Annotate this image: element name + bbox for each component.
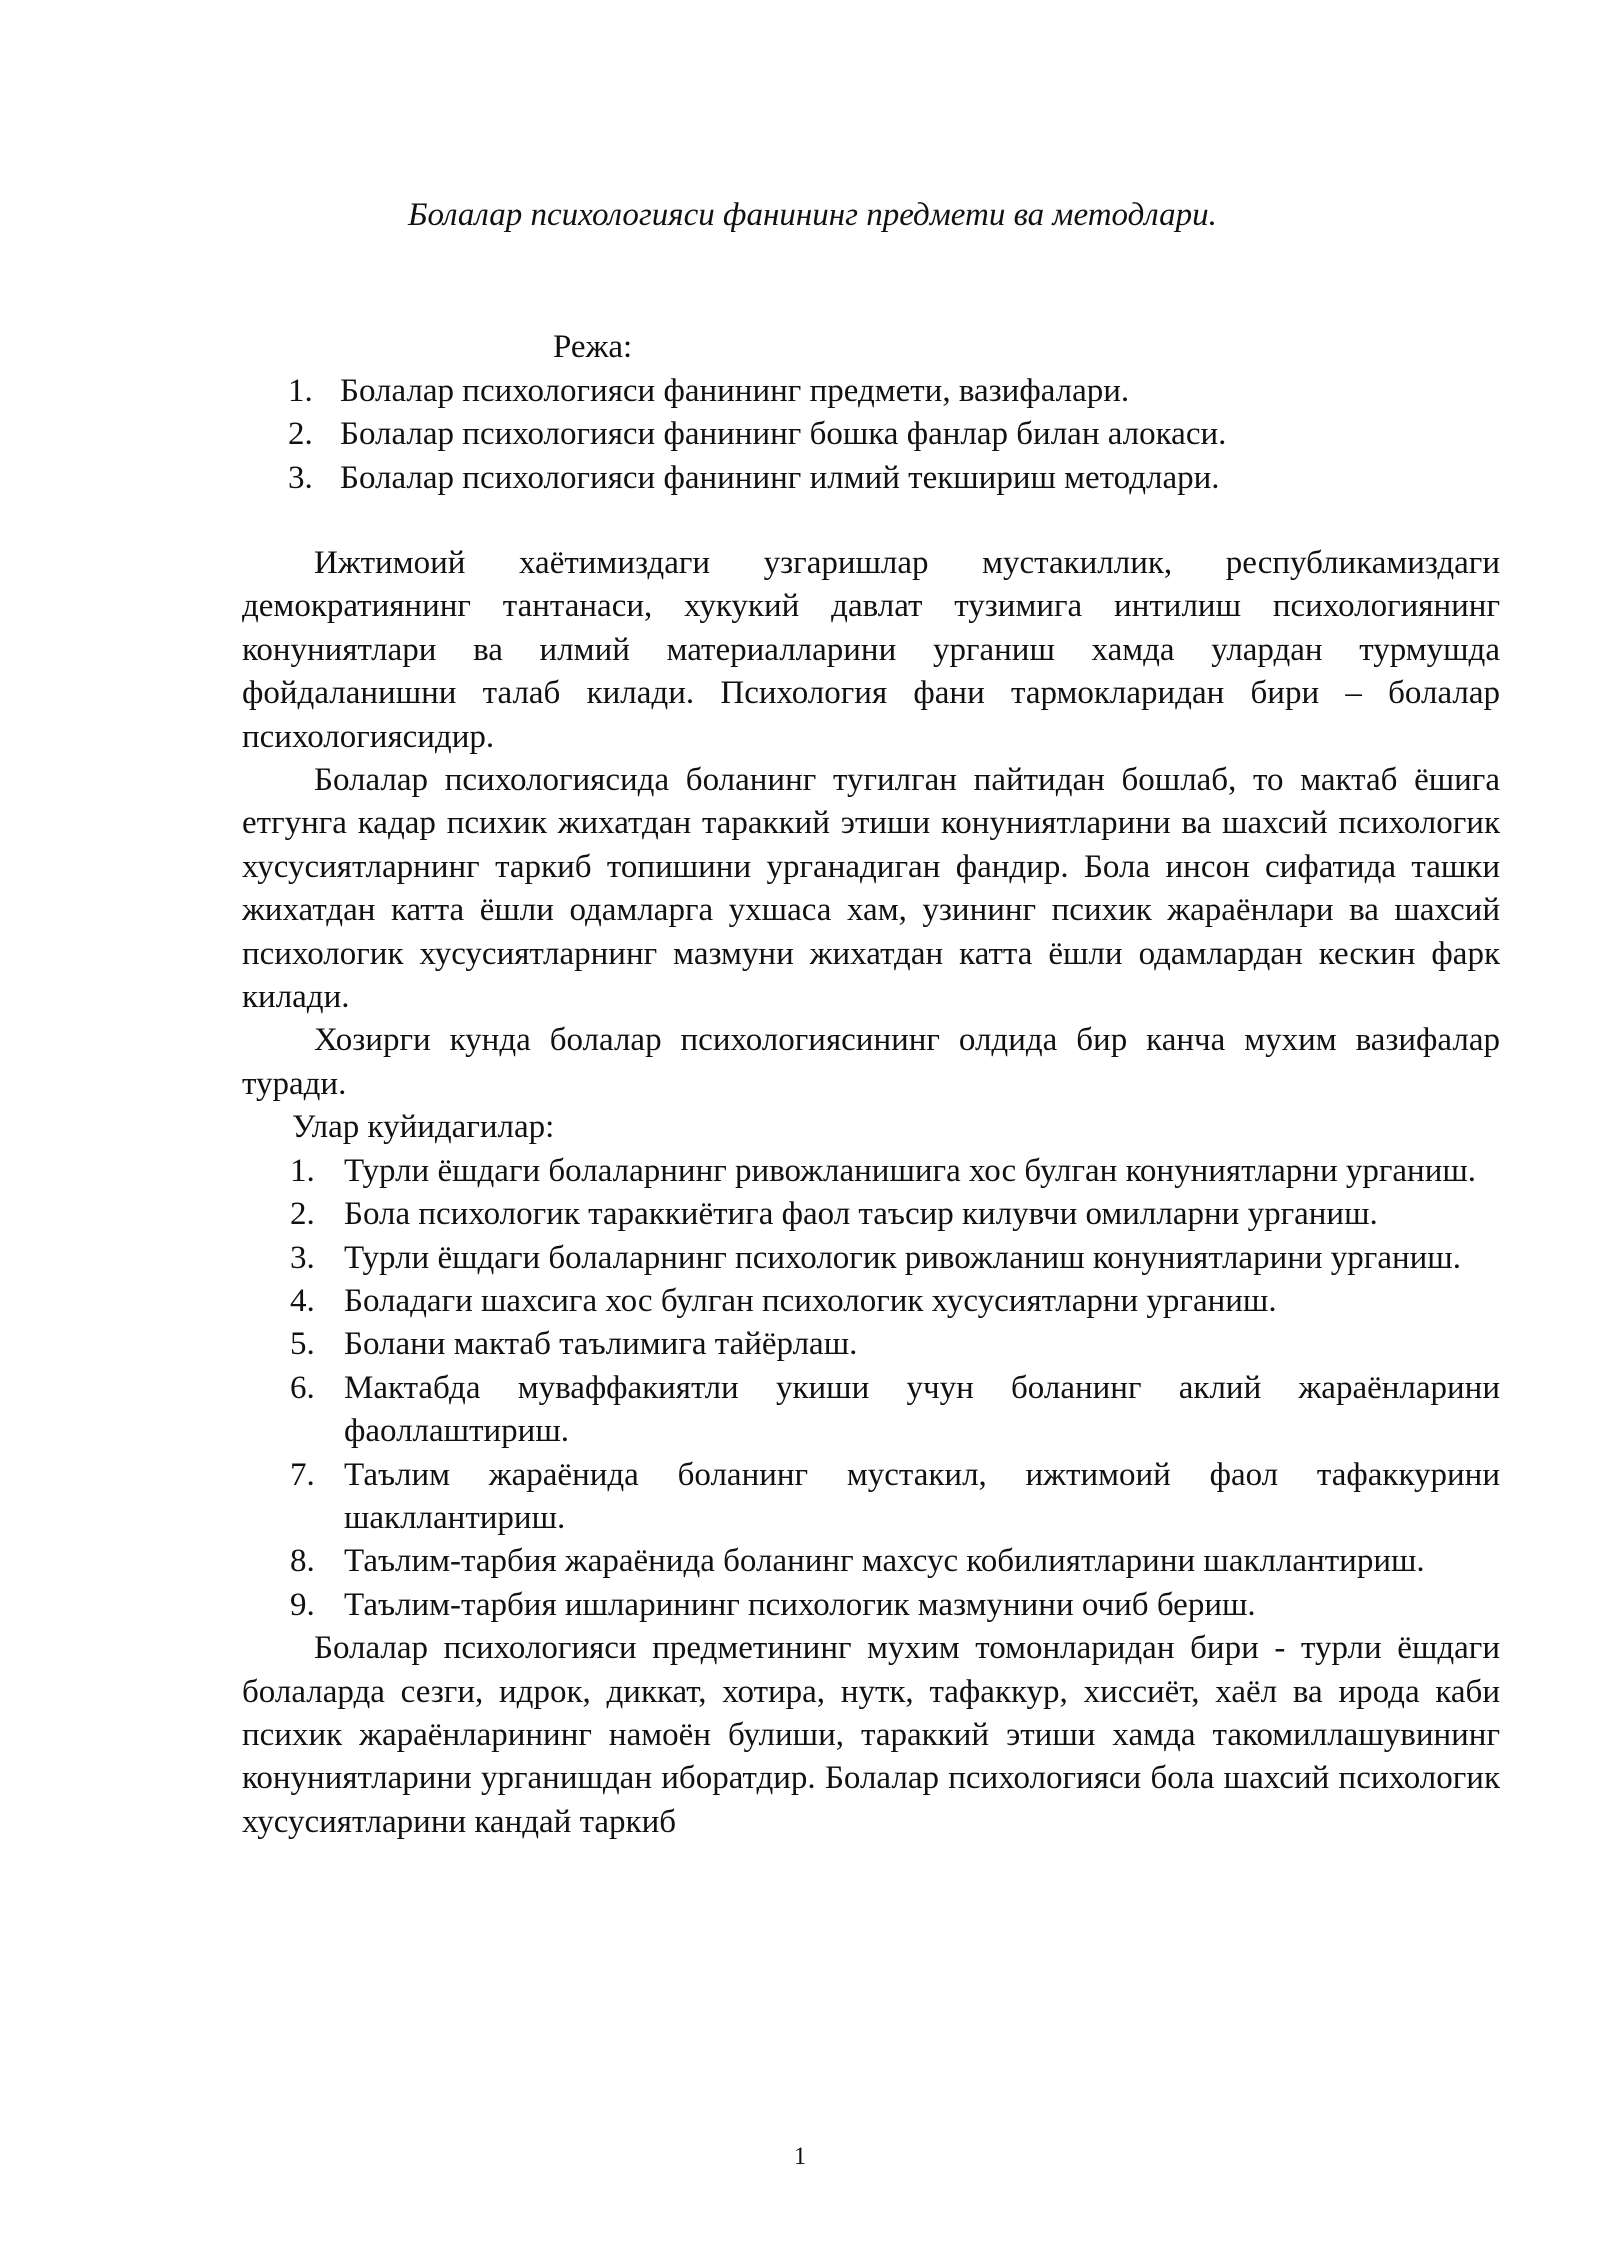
task-item-text: Мактабда муваффакиятли укиши учун боланинг аклий жараёнларини фаоллаштириш. [344, 1369, 1500, 1450]
tasks-list [242, 1150, 1500, 1627]
task-item-number: 9. [290, 1586, 315, 1623]
task-item-number: 7. [290, 1456, 315, 1493]
task-item [242, 1454, 1500, 1541]
task-item-text: Боладаги шахсига хос булган психологик хусусиятларни урганиш. [344, 1282, 1277, 1319]
paragraph-subject: Болалар психологияси предметининг мухим томонларидан бири - турли ёшдаги болаларда сезги, идрок, диккат, хотира, нутк, тафаккур, хиссиёт, хаёл ва ирода каби психик жараёнларининг намоён булиши, тараккий этиши хамда такомиллашувининг конуниятларини урганишдан иборатдир. Болалар психологияси бола шахсий психологик хусусиятларини кандай таркиб [242, 1630, 1500, 1840]
task-item [242, 1367, 1500, 1454]
plan-item-number: 2. [288, 416, 313, 453]
document-body [242, 542, 1500, 1844]
plan-item [288, 370, 1388, 413]
task-item-text: Таълим-тарбия жараёнида боланинг махсус кобилиятларини шакллантириш. [344, 1543, 1425, 1580]
plan-item-number: 1. [288, 373, 313, 409]
plan-item-text: Болалар психологияси фанининг илмий текшириш методлари. [340, 459, 1220, 496]
task-item-text: Таълим-тарбия ишларининг психологик мазмунини очиб бериш. [344, 1586, 1256, 1623]
plan-list [288, 370, 1388, 500]
task-item-number: 6. [290, 1369, 315, 1406]
paragraph-tasks-lead: Улар куйидагилар: [292, 1109, 555, 1146]
task-item-text: Турли ёшдаги болаларнинг ривожланишига хос булган конуниятларни урганиш. [344, 1152, 1477, 1189]
task-item [242, 1280, 1500, 1323]
task-item-number: 8. [290, 1543, 315, 1580]
plan-item-number: 3. [288, 459, 313, 496]
task-item [242, 1193, 1500, 1236]
task-item-number: 3. [290, 1239, 315, 1276]
task-item-number: 2. [290, 1196, 315, 1233]
plan-item [288, 413, 1388, 456]
page-number: 1 [793, 2143, 807, 2170]
task-item [242, 1237, 1500, 1280]
task-item-number: 1. [290, 1152, 315, 1189]
task-item [242, 1584, 1500, 1627]
task-item [242, 1150, 1500, 1193]
paragraph-definition: Болалар психологиясида боланинг тугилган пайтидан бошлаб, то мактаб ёшига етгунга кадар психик жихатдан тараккий этиши конуниятларини ва шахсий психологик хусусиятларнинг таркиб топишини урганадиган фандир. Бола инсон сифатида ташки жихатдан катта ёшли одамларга ухшаса хам, узининг психик жараёнлари ва шахсий психологик хусусиятларнинг мазмуни жихатдан катта ёшли одамлардан кескин фарк килади. [242, 762, 1500, 1016]
task-item [242, 1323, 1500, 1366]
task-item-text: Таълим жараёнида боланинг мустакил, ижтимоий фаол тафаккурини шакллантириш. [344, 1456, 1500, 1536]
document-title: Болалар психологияси фанининг предмети ва методлари. [408, 197, 1217, 233]
plan-heading: Режа: [553, 329, 633, 365]
paragraph-tasks-intro: Хозирги кунда болалар психологиясининг олдида бир канча мухим вазифалар туради. [242, 1022, 1500, 1102]
paragraph-intro: Ижтимоий хаётимиздаги узгаришлар мустакиллик, республикамиздаги демократиянинг тантанаси, хукукий давлат тузимига интилиш психологиянинг конуниятлари ва илмий материалларини урганиш хамда улардан турмушда фойдаланишни талаб килади. Психология фани тармокларидан бири – болалар психологиясидир. [242, 545, 1500, 755]
plan-item [288, 457, 1388, 500]
task-item [242, 1540, 1500, 1583]
plan-item-text: Болалар психологияси фанининг бошка фанлар билан алокаси. [340, 416, 1227, 453]
task-item-text: Болани мактаб таълимига тайёрлаш. [344, 1326, 858, 1363]
task-item-text: Турли ёшдаги болаларнинг психологик ривожланиш конуниятларини урганиш. [344, 1239, 1461, 1276]
plan-item-text: Болалар психологияси фанининг предмети, вазифалари. [340, 373, 1130, 409]
task-item-number: 5. [290, 1326, 315, 1363]
task-item-number: 4. [290, 1282, 315, 1319]
task-item-text: Бола психологик тараккиётига фаол таъсир килувчи омилларни урганиш. [344, 1196, 1378, 1233]
